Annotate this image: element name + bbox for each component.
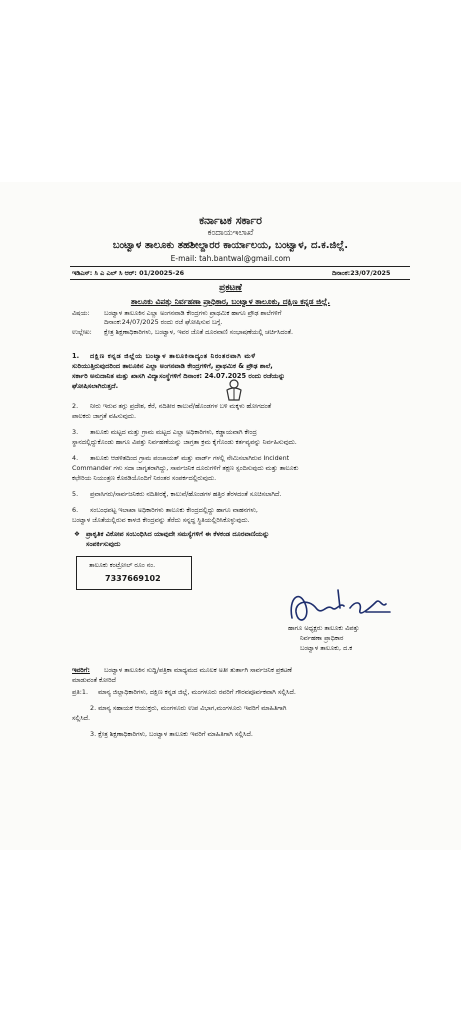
distribution-line2: ಮಾಡುವಂತೆ ಕೋರಿದೆ <box>72 676 116 684</box>
para1-num: 1. <box>72 352 80 360</box>
signature-designation3: ಬಂಟ್ವಾಳ ತಾಲೂಕು, ದ.ಕ <box>300 644 353 652</box>
copy-3: 3. ಕ್ಷೇತ್ರ ಶಿಕ್ಷಣಾಧಿಕಾರಿಗಳು, ಬಂಟ್ವಾಳ ತಾಲೂಕು ಇವರಿಗೆ ಮಾಹಿತಿಗಾಗಿ ಸಲ್ಲಿಸಿದೆ. <box>90 730 253 738</box>
para1-line2: ಸುರಿಯುತ್ತಿರುವುದರಿಂದ ತಾಲೂಕಿನ ಎಲ್ಲಾ ಅಂಗನವಾಡಿ ಕೇಂದ್ರಗಳಿಗೆ, ಪ್ರಾಥಮಿಕ & ಪ್ರೌಢ ಶಾಲೆ, <box>72 362 273 370</box>
para6-num: 6. <box>72 506 79 514</box>
para3-num: 3. <box>72 428 79 436</box>
control-room-label: ತಾಲೂಕು ಕಂಟ್ರೋಲ್ ರೂಂ ನಂ. <box>89 561 156 569</box>
reference-text: ಕ್ಷೇತ್ರ ಶಿಕ್ಷಣಾಧಿಕಾರಿಗಳು, ಬಂಟ್ವಾಳ, ಇವರ ಜೊತೆ ದೂರವಾಣಿ ಸಂಭಾಷಣೆಯಲ್ಲಿ ಚರ್ಚಿಸಿದಂತೆ. <box>104 328 294 336</box>
distribution-line1: ಬಂಟ್ವಾಳ ತಾಲೂಕಿನ ಸುದ್ದಿ/ಪತ್ರಿಕಾ ಮಾಧ್ಯಮದ ಮೂಲಕ ಅತೀ ತುರ್ತಾಗಿ ಸಾರ್ವಜನಿಕ ಪ್ರಕಟಣೆ <box>104 666 292 674</box>
para1-line1: ದಕ್ಷಿಣ ಕನ್ನಡ ಜಿಲ್ಲೆಯ ಬಂಟ್ವಾಳ ತಾಲೂಕಿನಾದ್ಯಂತ ನಿರಂತರವಾಗಿ ಮಳೆ <box>90 352 256 360</box>
control-room-box <box>76 556 192 590</box>
note-line2: ಸಂಪರ್ಕಿಸುವುದು <box>86 540 121 548</box>
para2-num: 2. <box>72 402 79 410</box>
ref-rule <box>70 279 410 280</box>
subject-label: ವಿಷಯ: <box>72 309 90 317</box>
para3-line1: ತಾಲೂಕು ಮಟ್ಟದ ಮತ್ತು ಗ್ರಾಮ ಮಟ್ಟದ ಎಲ್ಲಾ ಅಧಿಕಾರಿಗಳು, ಕಡ್ಡಾಯವಾಗಿ ಕೇಂದ್ರ <box>90 428 257 436</box>
copy-1: ಮಾನ್ಯ ಜಿಲ್ಲಾಧಿಕಾರಿಗಳು, ದಕ್ಷಿಣ ಕನ್ನಡ ಜಿಲ್ಲೆ, ಮಂಗಳೂರು ರವರಿಗೆ ಗೌರವಪೂರ್ವಕವಾಗಿ ಸಲ್ಲಿಸಿದೆ. <box>98 688 296 696</box>
document-page <box>0 182 461 850</box>
ref-number: ಇಡಿಎಸ್: ಸಿ ಎ ಎಲ್ ಸಿ ಆರ್: 01/20025-26 <box>72 269 185 277</box>
reference-label: ಉಲ್ಲೇಖ: <box>72 328 92 336</box>
signature-designation2: ನಿರ್ವಹಣಾ ಪ್ರಾಧಿಕಾರ <box>300 634 344 642</box>
para4-line2: Commander ಗಳು ಸದಾ ಜಾಗೃತರಾಗಿದ್ದು, ಸಾರ್ವಜನಿಕ ದೂರುಗಳಿಗೆ ತಕ್ಷಣ ಸ್ಪಂದಿಸುವುದು ಮತ್ತು ತಾಲೂಕು <box>72 464 299 472</box>
state-emblem-icon <box>223 378 245 402</box>
header-office: ಬಂಟ್ವಾಳ ತಾಲೂಕು ತಹಶೀಲ್ದಾರರ ಕಾರ್ಯಾಲಯ, ಬಂಟ್ವಾಳ, ದ.ಕ.ಜಿಲ್ಲೆ. <box>112 240 349 251</box>
para1-line3: ಸರ್ಕಾರಿ ಅನುದಾನಿತ ಮತ್ತು ಖಾಸಗಿ ವಿದ್ಯಾಸಂಸ್ಥೆಗಳಿಗೆ ದಿನಾಂಕ: 24.07.2025 ರಂದು ರಜೆಯನ್ನು <box>72 372 286 380</box>
para2-line1: ನೀರು ಇರುವ ತಗ್ಗು ಪ್ರದೇಶ, ಕೆರೆ, ನದಿತೀರ ಕಾಲುವೆ/ಹೊಂಡಗಳ ಬಳಿ ಮಕ್ಕಳು ಹೋಗದಂತೆ <box>90 402 272 410</box>
header-email[interactable]: E-mail: tah.bantwal@gmail.com <box>170 254 291 263</box>
para6-line2: ಬಂಟ್ವಾಳ ಜೊತೆಯಲ್ಲಿರುವ ಕಾಳಜಿ ಕೇಂದ್ರವನ್ನು ತೆರೆದು ಸನ್ನದ್ಧ ಸ್ಥಿತಿಯಲ್ಲಿರಿಸಿಕೊಳ್ಳುವುದು. <box>72 516 250 524</box>
para5-num: 5. <box>72 490 79 498</box>
para3-line2: ಸ್ಥಾನದಲ್ಲಿದ್ದುಕೊಂಡು ಹಾಗೂ ವಿಪತ್ತು ನಿರ್ವಹಣೆಯನ್ನು ಜಾಗ್ರತಾ ಕ್ರಮ ಕೈಗೊಂಡು ಕರ್ತವ್ಯವನ್ನು ನಿರ್ವಹಿಸುವುದು. <box>72 438 297 446</box>
para2-line2: ಪಾಲಕರು ಜಾಗ್ರತೆ ವಹಿಸುವುದು. <box>72 412 137 420</box>
notice-title: ಪ್ರಕಟಣೆ <box>219 283 242 293</box>
header-rule <box>70 266 410 267</box>
header-state-govt: ಕರ್ನಾಟಕ ಸರ್ಕಾರ <box>199 214 262 227</box>
note-line1: ಪ್ರಾಕೃತಿಕ ವಿಕೋಪ ಸಂಬಂಧಿಸಿದ ಯಾವುದೇ ಸಮಸ್ಯೆಗಳಿಗೆ ಈ ಕೆಳಕಂಡ ದೂರವಾಣಿಯನ್ನು <box>86 530 270 538</box>
para1-line4: ಘೋಷಿಸಲಾಗಿರುತ್ತದೆ. <box>72 382 119 390</box>
ref-date: ದಿನಾಂಕ:23/07/2025 <box>332 269 391 277</box>
signature-designation1: ಹಾಗೂ ಅಧ್ಯಕ್ಷರು ತಾಲೂಕು ವಿಪತ್ತು <box>288 624 360 632</box>
subject-line1: ಬಂಟ್ವಾಳ ತಾಲೂಕಿನ ಎಲ್ಲಾ ಅಂಗನವಾಡಿ ಕೇಂದ್ರಗಳು ಪ್ರಾಥಮಿಕ ಹಾಗೂ ಪ್ರೌಢ ಶಾಲೆಗಳಿಗೆ <box>104 309 282 317</box>
subject-line2: ದಿನಾಂಕ:24/07/2025 ರಂದು ರಜೆ ಘೋಷಿಸುವ ಬಗ್ಗೆ. <box>104 318 223 326</box>
para4-num: 4. <box>72 454 79 462</box>
control-room-number[interactable]: 7337669102 <box>105 574 161 583</box>
distribution-label: ಇವರಿಗೆ: <box>72 666 90 674</box>
para4-line1: ತಾಲೂಕು ಆಡಳಿತದಿಂದ ಗ್ರಾಮ ಪಂಚಾಯತ್ ಮತ್ತು ವಾರ್ಡ್ ಗಳಲ್ಲಿ ನೇಮಿಸಲಾಗಿರುವ Incident <box>90 454 290 462</box>
para6-line1: ಸಂಬಂಧಪಟ್ಟ ಇಲಾಖಾ ಅಧಿಕಾರಿಗಳು ತಾಲೂಕು ಕೇಂದ್ರದಲ್ಲಿದ್ದು ಹಾಗೂ ವಾಹನಗಳು, <box>90 506 258 514</box>
signature-icon <box>286 578 396 630</box>
copy-label: ಪ್ರತಿ:1. <box>72 688 89 696</box>
authority-line: ತಾಲೂಕು ವಿಪತ್ತು ನಿರ್ವಹಣಾ ಪ್ರಾಧಿಕಾರ, ಬಂಟ್ವಾಳ ತಾಲೂಕು, ದಕ್ಷಿಣ ಕನ್ನಡ ಜಿಲ್ಲೆ. <box>130 297 331 306</box>
para4-line3: ಕಛೇರಿಯ ನಿಯಂತ್ರಣ ಕೊಠಡಿಯೊಂದಿಗೆ ನಿರಂತರ ಸಂಪರ್ಕದಲ್ಲಿರುವುದು. <box>72 474 217 482</box>
copy-2b: ಸಲ್ಲಿಸಿದೆ. <box>72 714 91 722</box>
header-dept: ಕಂದಾಯಇಲಾಖೆ <box>207 228 254 238</box>
note-bullet-icon: ❖ <box>74 530 80 538</box>
copy-2a: 2. ಮಾನ್ಯ ಸಹಾಯಕ ಆಯುಕ್ತರು, ಮಂಗಳೂರು ಉಪ ವಿಭಾಗ,ಮಂಗಳೂರು ಇವರಿಗೆ ಮಾಹಿತಿಗಾಗಿ <box>90 704 287 712</box>
para5-line1: ಪ್ರವಾಸಿಗರು/ಸಾರ್ವಜನಿಕರು ನದಿತೀರಕ್ಕೆ, ಕಾಲುವೆ/ಹೊಂಡಗಳ ಹತ್ತಿರ ತೆರಳದಂತೆ ಸೂಚಿಸಲಾಗಿದೆ. <box>90 490 282 498</box>
